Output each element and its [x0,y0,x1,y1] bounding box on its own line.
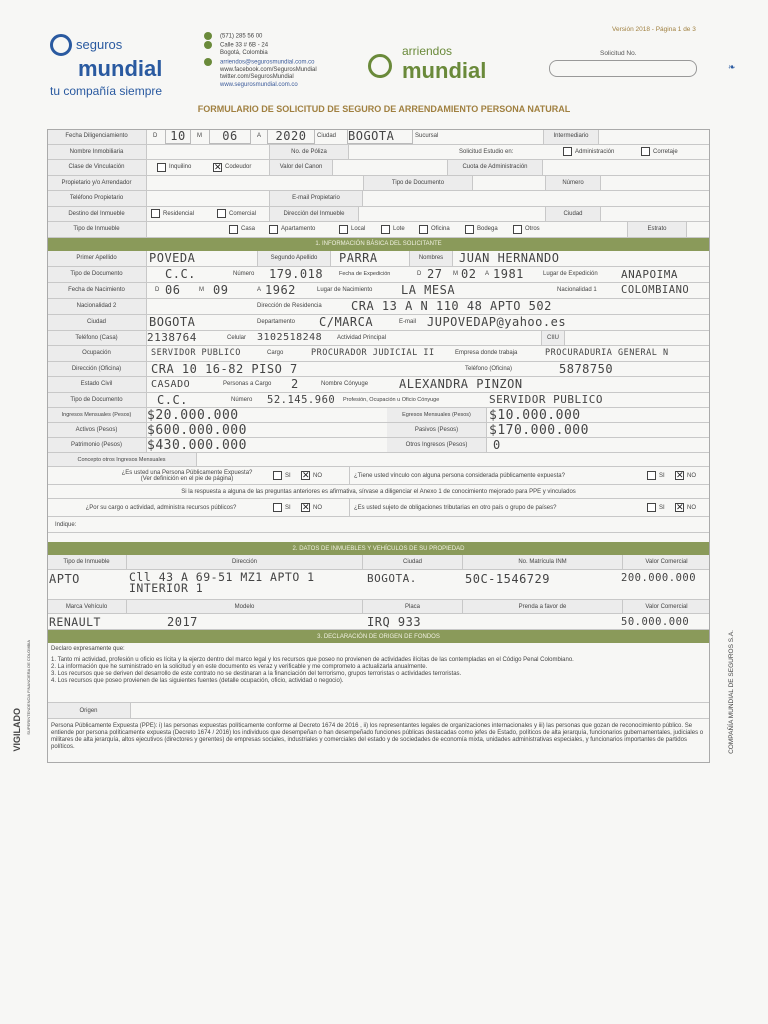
bodega-label: Bodega [477,226,498,233]
nacionalidad1-label: Nacionalidad 1 [557,287,597,293]
pep4-no-checkbox[interactable] [675,503,684,512]
residencial-label: Residencial [163,210,195,217]
egresos-label: Egresos Mensuales (Pesos) [387,408,487,422]
solicitud-field[interactable] [549,60,697,77]
prop-numero-label: Número [545,176,601,191]
row-propietario [47,176,710,192]
version-label: Versión 2018 - Página 1 de 3 [612,26,696,33]
empresa-label: Empresa donde trabaja [455,350,518,357]
tipo-doc2-label: Tipo de Documento [47,393,147,408]
m-label: M [197,133,202,140]
segundo-apellido-label: Segundo Apellido [257,251,331,266]
phone-icon [204,32,212,40]
sec1-ciudad-label: Ciudad [47,315,147,330]
inm-tipo-field[interactable]: APTO [49,572,80,586]
activos-field[interactable]: $600.000.000 [147,422,247,438]
row-telefono-prop [47,191,710,207]
swirl-icon-green [368,54,392,78]
egresos-field[interactable]: $10.000.000 [489,407,581,423]
veh-placa-label: Placa [363,600,463,613]
row-indique [47,517,710,533]
row-pep-1 [47,467,710,485]
pasivos-label: Pasivos (Pesos) [387,423,487,437]
nacionalidad2-label: Nacionalidad 2 [47,299,147,314]
prof-conyuge-label: Profesión, Ocupación u Oficio Cónyuge [343,396,440,403]
poliza-label: No. de Póliza [269,145,349,160]
row-patrimonio [47,438,710,453]
local-checkbox[interactable] [339,225,348,234]
pep2-si-checkbox[interactable] [647,471,656,480]
vinculacion-label: Clase de Vinculación [47,160,147,175]
row-vehiculo-1 [47,614,710,630]
row-anexo [47,485,710,499]
row-ciudad [47,315,710,331]
codeudor-checkbox[interactable] [213,163,222,172]
row-inmueble-1 [47,570,710,600]
row-apellidos [47,251,710,267]
row-ocupacion [47,346,710,362]
patrimonio-label: Patrimonio (Pesos) [47,438,147,452]
lote-checkbox[interactable] [381,225,390,234]
contact-city: Bogotá, Colombia [220,50,268,57]
personas-cargo-field[interactable]: 2 [291,377,299,392]
declaration-item-4: 4. Los recursos que poseo provienen de las siguientes fuentes (detalle ocupación, oficio, actividad o negocio). [51,678,344,684]
row-documento: Tipo de Documento C.C. Número 179.018 Fecha de Expedición D 27 M 02 A 1981 Lugar de Expedición ANAPOIMA [47,267,710,283]
lugar-nac-label: Lugar de Nacimiento [317,287,373,293]
exp-mes[interactable]: 02 [461,267,477,281]
inm-direccion-label: Dirección [127,555,363,569]
tagline: tu compañía siempre [50,84,163,98]
dir-oficina-field[interactable]: CRA 10 16-82 PISO 7 [151,361,298,376]
pep3-no-checkbox[interactable] [301,503,310,512]
estrato-label: Estrato [627,222,687,237]
email-label: E-mail [399,319,417,325]
primer-apellido-label: Primer Apellido [47,251,147,266]
row-oficina [47,362,710,378]
inquilino-label: Inquilino [169,164,192,171]
apartamento-checkbox[interactable] [269,225,278,234]
form-title: FORMULARIO DE SOLICITUD DE SEGURO DE ARRENDAMIENTO PERSONA NATURAL [197,104,571,114]
canon-label: Valor del Canon [269,160,333,175]
row-fecha [47,129,710,145]
veh-placa-field[interactable]: IRQ 933 [367,614,422,629]
empresa-field[interactable]: PROCURADURIA GENERAL N [545,348,669,359]
contact-email: arriendos@segurosmundial.com.co [220,59,315,66]
row-vehiculo-header [47,600,710,614]
veh-modelo-field[interactable]: 2017 [167,614,198,629]
vigilado-label: VIGILADO [12,708,22,752]
telefono-field[interactable]: 2138764 [147,331,197,345]
residencial-checkbox[interactable] [151,209,160,218]
inmueble-ciudad-label: Ciudad [545,207,601,222]
veh-valor-field[interactable]: 50.000.000 [621,615,690,628]
d-label: D [153,133,158,140]
row-activos [47,423,710,438]
pep1-si-checkbox[interactable] [273,471,282,480]
inm-matricula-field[interactable]: 50C-1546729 [465,572,550,586]
veh-marca-label: Marca Vehículo [47,600,127,613]
comercial-checkbox[interactable] [217,209,226,218]
casa-checkbox[interactable] [229,225,238,234]
form-table [47,129,710,759]
contact-twitter: twitter.com/SegurosMundial [220,74,294,81]
celular-label: Celular [227,334,247,341]
row-concepto [47,453,710,467]
corretaje-checkbox[interactable] [641,147,650,156]
location-icon [204,41,212,49]
lote-label: Lote [393,226,405,233]
inm-direccion-field[interactable]: Cll 43 A 69-51 MZ1 APTO 1 [129,570,315,584]
ingresos-field[interactable]: $20.000.000 [147,407,239,423]
tel-prop-label: Teléfono Propietario [47,191,147,206]
section-1-header: 1. INFORMACIÓN BÁSICA DEL SOLICITANTE [47,238,710,251]
personas-cargo-label: Personas a Cargo [223,381,272,388]
sucursal-label: Sucursal [415,133,439,140]
row-pep-2 [47,499,710,517]
inmobiliaria-label: Nombre Inmobiliaria [47,145,147,160]
tipo-inmueble-label: Tipo de Inmueble [47,222,147,237]
numero2-field[interactable]: 52.145.960 [267,393,336,406]
row-vinculacion [47,160,710,176]
inquilino-checkbox[interactable] [157,163,166,172]
declaration-item-3: 3. Los recursos que se deriven del desarrollo de este contrato no se destinaran a la financiación del terrorismo, grupos terroristas o actividades terroristas. [51,671,462,677]
contact-address: Calle 33 # 6B - 24 [220,42,269,49]
pep-q1b: (Ver definición en el pie de página) [140,475,234,482]
dir-res-field[interactable]: CRA 13 A N 110 48 APTO 502 [351,299,552,313]
dir-res-label: Dirección de Residencia [257,303,322,309]
declaration-intro: Declaro expresamente que: [51,646,125,652]
nac-mes[interactable]: 09 [213,283,229,297]
pep3-no-label: NO [313,504,322,511]
anexo-note: Si la respuesta a alguna de las preguntas anteriores es afirmativa, sírvase a diligenciar el Anexo 1 de conocimiento mejorado para PPE y vinculados [181,488,576,495]
oficina-checkbox[interactable] [419,225,428,234]
telefono-label: Teléfono (Casa) [47,331,147,346]
row-telefono [47,331,710,347]
solicitud-label: Solicitud No. [600,50,637,57]
pep-q3: ¿Por su cargo o actividad, administra recursos públicos? [85,504,237,511]
nombres-field[interactable]: JUAN HERNANDO [459,251,560,265]
fecha-label: Fecha Diligenciamiento [47,129,147,144]
ingresos-label: Ingresos Mensuales (Pesos) [47,408,147,422]
prof-conyuge-field[interactable]: SERVIDOR PUBLICO [489,393,603,407]
oficina-label: Oficina [431,226,450,233]
veh-modelo-label: Modelo [127,600,363,613]
pep4-no-label: NO [687,504,696,511]
corner-mark-icon: ❧ [728,62,736,72]
section-2-header: 2. DATOS DE INMUEBLES Y VEHÍCULOS DE SU PROPIEDAD [47,542,710,555]
segundo-apellido-field[interactable]: PARRA [339,251,378,265]
tipo-doc2-field[interactable]: C.C. [157,392,188,407]
tipo-doc-label: Tipo de Documento [47,267,147,282]
lugar-exp-label: Lugar de Expedición [543,271,598,277]
intermediario-label: Intermediario [543,129,599,144]
superintendencia-label: SUPERINTENDENCIA FINANCIERA DE COLOMBIA [26,640,31,735]
conyuge-field[interactable]: ALEXANDRA PINZON [399,377,523,392]
contact-website: www.segurosmundial.com.co [220,81,298,88]
pasivos-field[interactable]: $170.000.000 [489,422,589,438]
numero-field[interactable]: 179.018 [269,267,324,281]
row-tipo-inmueble [47,222,710,238]
codeudor-label: Codeudor [225,164,252,171]
exp-anio[interactable]: 1981 [493,267,524,281]
inm-valor-label: Valor Comercial [623,555,710,569]
nac-dia[interactable]: 06 [165,283,181,297]
otros-ingresos-field[interactable]: 0 [493,438,501,452]
row-origen [47,703,710,719]
local-label: Local [351,226,366,233]
row-inmueble-header [47,555,710,570]
cuota-label: Cuota de Administración [447,160,543,175]
seguros-mundial-logo [50,34,162,98]
lugar-exp-field[interactable]: ANAPOIMA [621,267,678,281]
corretaje-label: Corretaje [653,148,678,155]
estado-civil-field[interactable]: CASADO [151,378,191,390]
email-prop-label: E-mail Propietario [269,191,363,206]
fecha-exp-label: Fecha de Expedición [339,271,391,277]
logo2-big: mundial [402,58,487,83]
celular-field[interactable]: 3102518248 [257,332,323,344]
row-inmobiliaria [47,145,710,161]
casa-label: Casa [241,226,256,233]
estudio-label: Solicitud Estudio en: [459,148,514,155]
estado-civil-label: Estado Civil [47,377,147,392]
destino-label: Destino del Inmueble [47,207,147,222]
numero2-label: Número [231,396,253,403]
administracion-label: Administración [575,148,615,155]
ocupacion-label: Ocupación [47,346,147,361]
dir-inmueble-label: Dirección del Inmueble [269,207,359,222]
otros-checkbox[interactable] [513,225,522,234]
primer-apellido-field[interactable]: POVEDA [149,251,196,265]
pep2-si-label: SI [659,472,665,479]
inm-valor-field[interactable]: 200.000.000 [621,572,697,584]
pep2-no-label: NO [687,472,696,479]
ciudad-label: Ciudad [317,133,337,140]
declaration-item-2: 2. La información que he suministrado en la solicitud y en este documento es veraz y verificable y me comprometo a actualizarla anualmente. [51,664,428,670]
dir-oficina-label: Dirección (Oficina) [47,362,147,377]
otros-ingresos-label: Otros Ingresos (Pesos) [387,438,487,452]
pep-q4: ¿Es usted sujeto de obligaciones tributarias en otro país o grupo de países? [349,499,639,516]
propietario-label: Propietario y/o Arrendador [47,176,147,191]
depto-label: Departamento [257,319,296,325]
veh-prenda-label: Prenda a favor de [463,600,623,613]
section-3-header: 3. DECLARACIÓN DE ORIGEN DE FONDOS [47,630,710,643]
brand-small: seguros [76,37,123,53]
patrimonio-field[interactable]: $430.000.000 [147,437,247,453]
nacionalidad1-field[interactable]: COLOMBIANO [621,284,690,296]
pep1-no-checkbox[interactable] [301,471,310,480]
prop-tipo-doc-label: Tipo de Documento [363,176,473,191]
exp-dia[interactable]: 27 [427,267,443,281]
otros-label: Otros [525,226,540,233]
administracion-checkbox[interactable] [563,147,572,156]
tel-oficina-label: Teléfono (Oficina) [465,365,513,372]
declaration-block [47,643,710,703]
declaration-item-1: 1. Tanto mi actividad, profesión u oficio es lícita y la ejerzo dentro del marco legal y los recursos que poseo no provienen de actividades ilícitas de las contempladas en el Código Penal Colombiano. [51,657,574,663]
concepto-label: Concepto otros Ingresos Mensuales [47,453,197,466]
pep4-si-label: SI [659,504,665,511]
cargo-field[interactable]: PROCURADOR JUDICIAL II [311,348,435,359]
pep2-no-checkbox[interactable] [675,471,684,480]
apartamento-label: Apartamento [281,226,316,233]
pep4-si-checkbox[interactable] [647,503,656,512]
sec1-ciudad-field[interactable]: BOGOTA [149,315,196,329]
pep1-no-label: NO [313,472,322,479]
contact-phone: (571) 285 56 00 [220,33,263,40]
row-residencia [47,299,710,315]
cargo-label: Cargo [267,350,284,357]
pep3-si-checkbox[interactable] [273,503,282,512]
email-icon [204,58,212,66]
pep1-si-label: SI [285,472,291,479]
conyuge-label: Nombre Cónyuge [321,381,369,388]
swirl-icon [50,34,72,56]
activos-label: Activos (Pesos) [47,423,147,437]
fecha-dia[interactable]: 10 [165,129,191,144]
inm-ciudad-field[interactable]: BOGOTA. [367,572,417,585]
row-ingresos [47,408,710,423]
ciudad-field[interactable]: BOGOTA [347,129,413,144]
fecha-mes[interactable]: 06 [209,129,251,144]
bodega-checkbox[interactable] [465,225,474,234]
row-destino [47,207,710,223]
depto-field[interactable]: C/MARCA [319,315,374,329]
pep3-si-label: SI [285,504,291,511]
compania-label: COMPAÑÍA MUNDIAL DE SEGUROS S.A. [728,630,735,754]
lugar-nac-field[interactable]: LA MESA [401,283,456,297]
inm-direccion2-field[interactable]: INTERIOR 1 [129,581,204,595]
inm-tipo-label: Tipo de Inmueble [47,555,127,569]
ciiu-label: CIIU [541,331,565,346]
brand-big: mundial [78,56,163,81]
a-label: A [257,133,262,140]
row-estado-civil [47,377,710,393]
ocupacion-field[interactable]: SERVIDOR PUBLICO [151,348,241,359]
nac-anio[interactable]: 1962 [265,283,296,297]
comercial-label: Comercial [229,210,257,217]
contact-facebook: www.facebook.com/SegurosMundial [220,66,317,73]
fecha-anio[interactable]: 2020 [267,129,315,144]
tel-oficina-field[interactable]: 5878750 [559,361,614,376]
row-nacimiento: Fecha de Nacimiento D 06 M 09 A 1962 Lugar de Nacimiento LA MESA Nacionalidad 1 COLOMBIANO [47,283,710,299]
actividad-label: Actividad Principal [337,334,387,341]
inm-ciudad-label: Ciudad [363,555,463,569]
numero-label: Número [233,271,255,277]
origen-label: Origen [47,703,131,718]
contact-block [204,32,317,89]
arriendos-mundial-logo [368,44,486,84]
tipo-doc-field[interactable]: C.C. [165,267,196,281]
indique-label: Indique: [55,521,77,528]
inm-matricula-label: No. Matrícula INM [463,555,623,569]
pep-definition: Persona Públicamente Expuesta (PPE): i) las personas expuestas políticamente conforme al Decreto 1674 de 2016 , ii) los representantes legales de organizaciones internacionales y iii) las personas que gozan de reconocimiento público. Se entiende por persona políticamente expuesta (Decreto 1674 / 2016) los individuos que desempeñan o han desempeñado funciones públicas destacadas como jefes de Estado, políticos de alta jerarquía, funcionarios gubernamentales, judiciales o militares de alta jerarquía, altos ejecutivos (directores y gerentes) de empresas sociales, industriales y comerciales del estado y de sociedades de economía mixta, unidades administrativas especiales, y funcionarios importantes de partidos políticos. [51,723,704,750]
nombres-label: Nombres [409,251,453,266]
pep-q2: ¿Tiene usted vínculo con alguna persona considerada públicamente expuesta? [349,467,639,484]
email-field[interactable]: JUPOVEDAP@yahoo.es [427,315,567,329]
fecha-nac-label: Fecha de Nacimiento [47,283,147,298]
row-conyuge-doc [47,393,710,409]
veh-marca-field[interactable]: RENAULT [49,614,101,629]
pep-q1: ¿Es usted una Persona Públicamente Expuesta? [121,469,253,476]
logo2-small: arriendos [402,44,453,58]
veh-valor-label: Valor Comercial [623,600,710,613]
